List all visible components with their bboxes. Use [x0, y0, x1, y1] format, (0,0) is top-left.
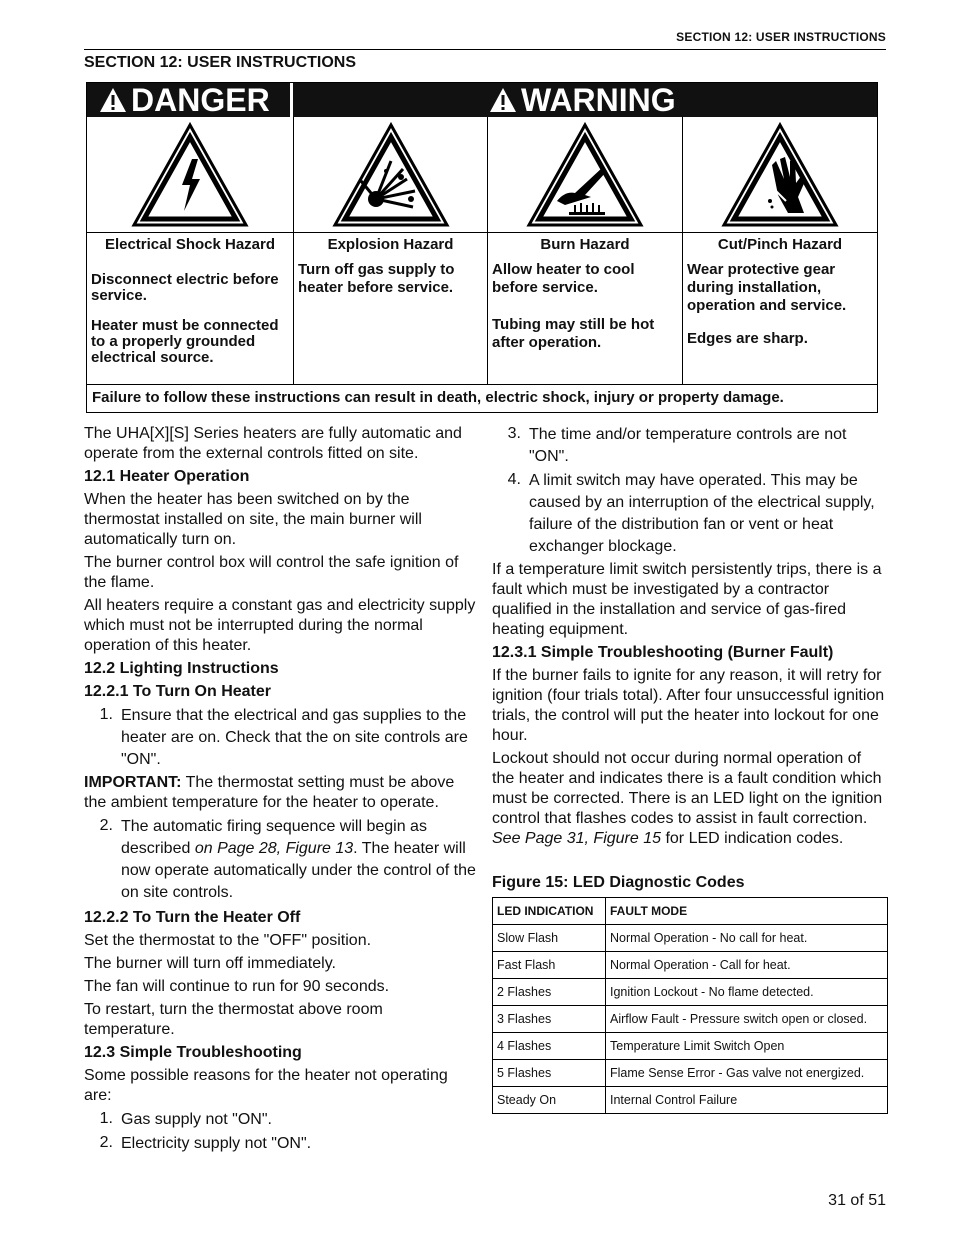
figure-reference-link[interactable]: See Page 31, Figure 15 — [492, 830, 662, 847]
table-cell: 4 Flashes — [493, 1033, 606, 1060]
warning-label: WARNING — [521, 82, 676, 118]
table-cell: Airflow Fault - Pressure switch open or closed. — [606, 1006, 888, 1033]
reasons-list-continued — [492, 424, 886, 558]
table-row — [493, 1060, 888, 1087]
list-item — [84, 816, 476, 904]
hazard-footer: Failure to follow these instructions can result in death, electric shock, injury or property damage. — [92, 389, 784, 406]
hazard-box — [86, 82, 878, 413]
hazard-text: Wear protective gear during installation, operation and service. — [687, 261, 847, 314]
table-cell: Normal Operation - Call for heat. — [606, 952, 888, 979]
hazard-text: Allow heater to cool before service. — [492, 261, 635, 296]
list-item — [492, 470, 886, 558]
header-rule — [84, 49, 886, 50]
table-row — [493, 1033, 888, 1060]
paragraph: If the burner fails to ignite for any reason, it will retry for ignition (four trials total). After four unsuccessful ignition trials, the control will put the heater into lockout for one hour. — [492, 667, 885, 744]
list-text — [121, 816, 476, 904]
paragraph: The fan will continue to run for 90 seconds. — [84, 978, 390, 995]
danger-label: DANGER — [131, 82, 270, 118]
table-row — [493, 952, 888, 979]
table-cell: Ignition Lockout - No flame detected. — [606, 979, 888, 1006]
paragraph: To restart, turn the thermostat above room temperature. — [84, 1001, 383, 1038]
lockout-text: Lockout should not occur during normal operation of the heater and indicates there is a fault condition which must be corrected. There is an LED light on the ignition control that flashes codes to assist in fault correction. — [492, 750, 883, 827]
table-row — [493, 1006, 888, 1033]
explosion-icon — [331, 121, 451, 229]
paragraph: Set the thermostat to the "OFF" position. — [84, 932, 372, 949]
hazard-column-cut — [683, 117, 877, 384]
list-item — [492, 424, 886, 468]
list-number: 1. — [99, 706, 113, 723]
electrical-shock-icon — [130, 121, 250, 229]
burn-hazard-icon — [525, 121, 645, 229]
explosion-pictogram — [294, 117, 487, 233]
turn-on-steps-continued — [84, 816, 476, 904]
burn-pictogram — [488, 117, 682, 233]
heading-12-2: 12.2 Lighting Instructions — [84, 660, 279, 677]
table-cell: Temperature Limit Switch Open — [606, 1033, 888, 1060]
warning-banner — [293, 83, 877, 117]
paragraph: All heaters require a constant gas and electricity supply which must not be interrupted during the normal operation of this heater. — [84, 597, 476, 654]
list-number: 3. — [507, 425, 521, 442]
heading-12-3-1: 12.3.1 Simple Troubleshooting (Burner Fault) — [492, 644, 834, 661]
heading-12-1: 12.1 Heater Operation — [84, 468, 250, 485]
hazard-title: Burn Hazard — [540, 236, 630, 253]
table-row — [493, 925, 888, 952]
hazard-title: Explosion Hazard — [327, 236, 454, 253]
heading-12-2-1: 12.2.1 To Turn On Heater — [84, 683, 272, 700]
paragraph — [492, 749, 886, 849]
list-text: Gas supply not "ON". — [121, 1111, 272, 1128]
list-text: Electricity supply not "ON". — [121, 1135, 312, 1152]
hazard-title: Cut/Pinch Hazard — [717, 236, 843, 253]
paragraph: The burner control box will control the safe ignition of the flame. — [84, 554, 459, 591]
list-item — [84, 1133, 476, 1155]
paragraph: When the heater has been switched on by the thermostat installed on site, the main burner will automatically turn on. — [84, 491, 422, 548]
table-cell: Slow Flash — [493, 925, 606, 952]
hazard-text: Heater must be connected to a properly grounded electrical source. — [91, 317, 279, 366]
heading-12-3: 12.3 Simple Troubleshooting — [84, 1044, 302, 1061]
list-item — [84, 1109, 476, 1131]
list-text: The time and/or temperature controls are not "ON". — [529, 426, 847, 465]
column-header: LED INDICATION — [493, 898, 606, 925]
important-text: The thermostat setting must be above the ambient temperature for the heater to operate. — [84, 774, 455, 811]
hazard-header — [87, 83, 877, 117]
paragraph: If a temperature limit switch persistently trips, there is a fault which must be investigated by a contractor qualified in the installation and service of gas-fired heating equipment. — [492, 561, 882, 638]
list-number: 4. — [507, 471, 521, 488]
warning-triangle-icon — [489, 87, 517, 113]
hazard-title: Electrical Shock Hazard — [104, 236, 276, 253]
table-cell: 5 Flashes — [493, 1060, 606, 1087]
figure-title: Figure 15: LED Diagnostic Codes — [492, 874, 745, 891]
danger-banner — [87, 83, 293, 117]
left-column — [84, 424, 476, 1157]
reasons-list — [84, 1109, 476, 1155]
list-text: Ensure that the electrical and gas supplies to the heater are on. Check that the on site controls are "ON". — [121, 707, 468, 768]
heading-12-2-2: 12.2.2 To Turn the Heater Off — [84, 909, 301, 926]
list-number: 2. — [99, 817, 113, 834]
cut-pinch-icon — [720, 121, 840, 229]
important-note — [84, 773, 476, 813]
column-header: FAULT MODE — [606, 898, 888, 925]
hazard-column-electrical — [87, 117, 294, 384]
paragraph: Some possible reasons for the heater not operating are: — [84, 1067, 448, 1104]
right-column — [492, 424, 886, 1114]
figure-reference-link[interactable]: on Page 28, Figure 13 — [194, 840, 354, 857]
hazard-text: Disconnect electric before service. — [91, 271, 279, 304]
table-cell: 3 Flashes — [493, 1006, 606, 1033]
step2-text-end: . The heater will now operate automatically under the control of the on site controls. — [121, 840, 476, 901]
led-diagnostic-table — [492, 897, 888, 1114]
paragraph: The burner will turn off immediately. — [84, 955, 336, 972]
hazard-column-explosion — [294, 117, 488, 384]
table-cell: Steady On — [493, 1087, 606, 1114]
list-text: A limit switch may have operated. This may be caused by an interruption of the electrical supply, failure of the distribution fan or vent or heat exchanger blockage. — [529, 472, 875, 555]
list-number: 2. — [99, 1134, 113, 1151]
running-head: SECTION 12: USER INSTRUCTIONS — [676, 30, 886, 44]
lockout-text-end: for LED indication codes. — [661, 830, 844, 847]
table-cell: Normal Operation - No call for heat. — [606, 925, 888, 952]
important-label: IMPORTANT: — [84, 774, 182, 791]
intro-paragraph: The UHA[X][S] Series heaters are fully automatic and operate from the external controls fitted on site. — [84, 425, 462, 462]
section-title: SECTION 12: USER INSTRUCTIONS — [84, 54, 357, 71]
table-row — [493, 1087, 888, 1114]
hazard-text: Edges are sharp. — [687, 330, 808, 347]
hazard-column-burn — [488, 117, 683, 384]
hazard-text: Tubing may still be hot after operation. — [492, 316, 655, 351]
step2-text: The automatic firing sequence will begin as described — [121, 818, 427, 857]
table-cell: Flame Sense Error - Gas valve not energized. — [606, 1060, 888, 1087]
table-cell: Fast Flash — [493, 952, 606, 979]
table-cell: 2 Flashes — [493, 979, 606, 1006]
danger-triangle-icon — [99, 87, 127, 113]
list-number: 1. — [99, 1110, 113, 1127]
hazard-text: Turn off gas supply to heater before service. — [298, 261, 455, 296]
table-cell: Internal Control Failure — [606, 1087, 888, 1114]
cut-pinch-pictogram — [683, 117, 877, 233]
table-header-row — [493, 898, 888, 925]
turn-on-steps — [84, 705, 476, 771]
electrical-shock-pictogram — [87, 117, 293, 233]
hazard-columns — [87, 117, 877, 385]
page-number: 31 of 51 — [828, 1192, 886, 1209]
table-row — [493, 979, 888, 1006]
list-item — [84, 705, 476, 771]
